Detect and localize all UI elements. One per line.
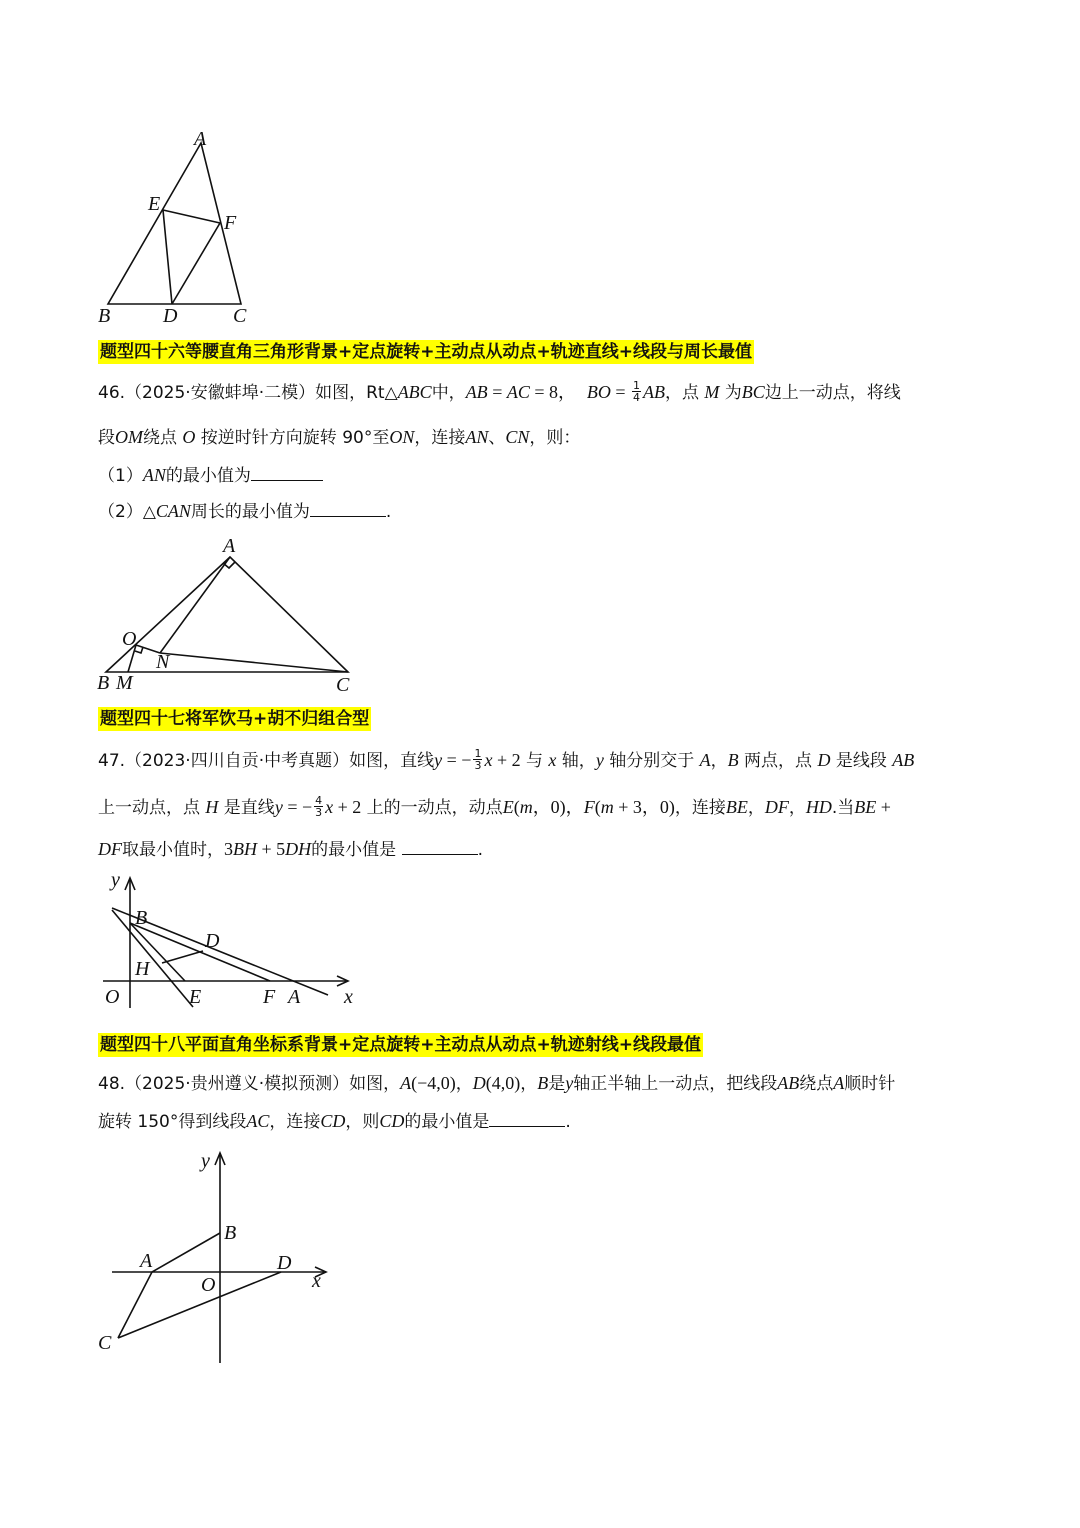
q48-line-2: 旋转 150°得到线段AC，连接CD，则CD的最小值是 . xyxy=(98,1108,571,1134)
label-x: x xyxy=(344,986,353,1008)
section-heading-47: 题型四十七将军饮马+胡不归组合型 xyxy=(100,709,370,729)
label-f: F xyxy=(263,986,276,1008)
fraction-one-third: $\frac{1}{3}$ xyxy=(474,746,482,772)
section-heading-48: 题型四十八平面直角坐标系背景+定点旋转+主动点从动点+轨迹射线+线段最值 xyxy=(100,1035,701,1055)
label-n: N xyxy=(156,651,170,673)
figure-q47 xyxy=(95,868,365,1013)
label-d: D xyxy=(277,1252,292,1274)
q46-part-1: （1）AN的最小值为 xyxy=(98,462,323,488)
label-h: H xyxy=(135,958,150,980)
answer-blank[interactable] xyxy=(310,498,386,517)
q48-line-1: 48.（2025·贵州遵义·模拟预测）如图，A(−4,0)，D(4,0)，B是y轴正半轴上一动点，把线段AB绕点A顺时针 xyxy=(98,1073,896,1094)
answer-blank[interactable] xyxy=(489,1108,565,1127)
section-heading-46: 题型四十六等腰直角三角形背景+定点旋转+主动点从动点+轨迹直线+线段与周长最值 xyxy=(100,342,752,362)
answer-blank[interactable] xyxy=(402,836,478,855)
label-e: E xyxy=(189,986,202,1008)
label-y: y xyxy=(111,869,120,891)
label-b: B xyxy=(224,1222,237,1244)
label-o: O xyxy=(122,628,137,650)
label-y: y xyxy=(201,1150,210,1172)
figure-q46 xyxy=(90,535,360,695)
figure-triangle-edf xyxy=(90,125,270,330)
label-a: A xyxy=(140,1250,153,1272)
label-a: A xyxy=(288,986,301,1008)
label-d: D xyxy=(163,305,178,327)
label-c: C xyxy=(98,1332,112,1354)
label-a: A xyxy=(223,535,236,557)
fraction-one-quarter: $\frac{1}{4}$ xyxy=(632,378,640,404)
q47-line-2: 上一动点，点 H 是直线y = − $\frac{4}{3}$ x + 2 上的一动点，动点E(m，0)，F(m + 3，0)，连接BE，DF，HD.当BE + xyxy=(98,793,891,819)
label-f: F xyxy=(224,212,237,234)
q47-line-3: DF取最小值时，3BH + 5DH的最小值是 . xyxy=(98,836,483,862)
label-b: B xyxy=(135,907,148,929)
label-x: x xyxy=(312,1270,321,1292)
label-c: C xyxy=(336,674,350,696)
label-m: M xyxy=(116,672,133,694)
label-o: O xyxy=(201,1274,216,1296)
q46-part-2: （2）△CAN周长的最小值为 . xyxy=(98,498,391,524)
label-o: O xyxy=(105,986,120,1008)
figure-q48 xyxy=(90,1145,350,1375)
label-b: B xyxy=(98,305,111,327)
answer-blank[interactable] xyxy=(251,462,323,481)
q46-line-1: 46.（2025·安徽蚌埠·二模）如图，Rt△ABC中，AB = AC = 8， BO = $\frac{1}{4}$ AB，点 M 为BC边上一动点，将线 xyxy=(98,378,901,404)
label-b: B xyxy=(97,672,110,694)
label-c: C xyxy=(233,305,247,327)
label-a: A xyxy=(194,128,207,150)
label-d: D xyxy=(205,930,220,952)
q46-line-2: 段OM绕点 O 按逆时针方向旋转 90°至ON，连接AN、CN，则： xyxy=(98,427,581,448)
fraction-four-thirds: $\frac{4}{3}$ xyxy=(315,793,323,819)
label-e: E xyxy=(148,193,161,215)
q47-line-1: 47.（2023·四川自贡·中考真题）如图，直线y = − $\frac{1}{3}$ x + 2 与 x 轴，y 轴分别交于 A，B 两点，点 D 是线段 AB xyxy=(98,746,915,772)
